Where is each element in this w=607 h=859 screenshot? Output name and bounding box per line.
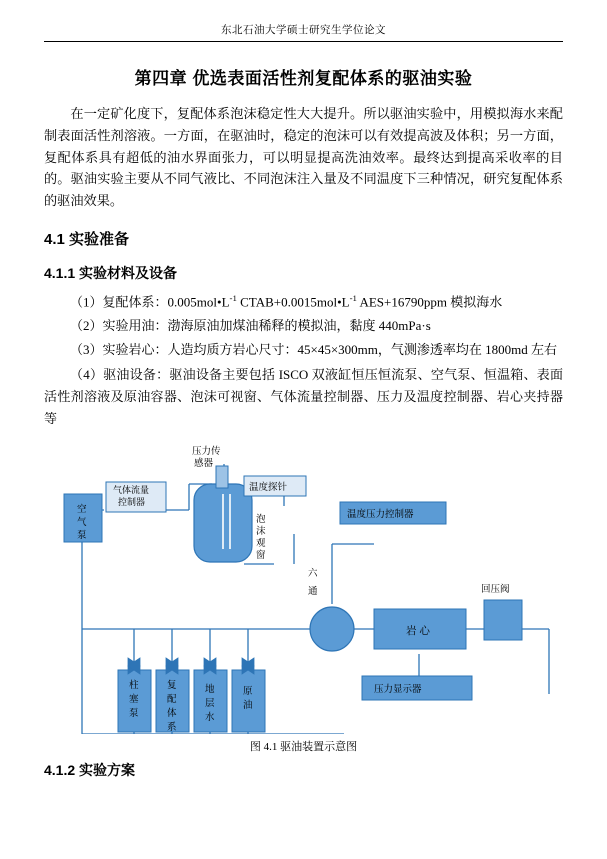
subsection-heading-4-1-1: 4.1.1 实验材料及设备 (44, 264, 178, 281)
svg-text:温度探针: 温度探针 (249, 481, 288, 493)
label-air-pump-1: 空 (77, 503, 87, 515)
svg-text:原: 原 (243, 685, 253, 697)
svg-text:地: 地 (205, 683, 215, 695)
svg-text:窗: 窗 (256, 549, 266, 561)
svg-text:气: 气 (77, 516, 87, 528)
item-exponent: -1 (349, 292, 357, 303)
intro-paragraph: 在一定矿化度下，复配体系泡沫稳定性大大提升。所以驱油实验中，用模拟海水来配制表面活性剂溶液。一方面，在驱油时，稳定的泡沫可以有效提高波及体积；另一方面，复配体系具有超低的油水界面张力，可以明显提高洗油效率。最终达到提高采收率的目的。驱油实验主要从不同气液比、不同泡沫注入量及不同温度下三种情况，研究复配体系的驱油效果。 (44, 106, 563, 209)
item-value: 0.005mol (167, 294, 217, 310)
svg-text:柱: 柱 (129, 679, 139, 691)
figure-apparatus-diagram (44, 444, 563, 734)
svg-text:油: 油 (243, 699, 253, 711)
svg-text:层: 层 (205, 697, 215, 709)
svg-text:沫: 沫 (256, 525, 266, 537)
svg-text:温度压力控制器: 温度压力控制器 (347, 508, 414, 520)
list-item: （3）实验岩心：人造均质方岩心尺寸：45×45×300mm，气测渗透率均在 1800md 左右 (70, 342, 557, 358)
chapter-title: 第四章 优选表面活性剂复配体系的驱油实验 (134, 69, 473, 88)
figure-caption: 图 4.1 驱油装置示意图 (249, 740, 358, 753)
list-item: （4）驱油设备：驱油设备主要包括 ISCO 双液缸恒压恒流泵、空气泵、恒温箱、表面活性剂溶液及原油容器、泡沫可视窗、气体流量控制器、压力及温度控制器、岩心夹持器等 (44, 366, 563, 426)
svg-text:观: 观 (256, 537, 266, 549)
svg-text:泵: 泵 (129, 707, 139, 719)
svg-text:塞: 塞 (129, 693, 139, 705)
svg-text:复: 复 (167, 679, 177, 691)
item-unit: L (221, 294, 230, 310)
list-item: （2）实验用油：渤海原油加煤油稀释的模拟油，黏度 440mPa·s (70, 318, 431, 334)
svg-text:压力传: 压力传 (192, 445, 221, 457)
item-dot: • (217, 294, 222, 310)
list-item (44, 291, 563, 313)
section-heading-4-1: 4.1 实验准备 (44, 230, 130, 248)
item-name: AES+16790ppm 模拟海水 (356, 294, 503, 310)
svg-text:泵: 泵 (77, 529, 87, 541)
svg-text:配: 配 (167, 693, 177, 705)
running-header: 东北石油大学硕士研究生学位论文 (44, 0, 563, 42)
svg-text:岩 心: 岩 心 (406, 624, 430, 637)
svg-text:回压阀: 回压阀 (481, 583, 510, 595)
svg-text:水: 水 (205, 711, 215, 723)
subsection-heading-4-1-2: 4.1.2 实验方案 (44, 761, 136, 778)
item-exponent: -1 (229, 292, 237, 303)
item-unit: L (341, 294, 350, 310)
svg-text:系: 系 (167, 721, 177, 733)
svg-text:六: 六 (308, 567, 318, 579)
svg-text:压力显示器: 压力显示器 (374, 683, 422, 695)
svg-text:通: 通 (308, 585, 318, 597)
item-prefix: （1）复配体系： (70, 294, 168, 310)
item-name: CTAB+0.0015mol (236, 294, 338, 310)
svg-text:控制器: 控制器 (118, 496, 146, 507)
svg-text:泡: 泡 (256, 513, 266, 525)
item-dot: • (337, 294, 342, 310)
svg-text:感器: 感器 (194, 457, 214, 469)
svg-text:体: 体 (167, 707, 177, 719)
svg-text:气体流量: 气体流量 (113, 484, 150, 495)
